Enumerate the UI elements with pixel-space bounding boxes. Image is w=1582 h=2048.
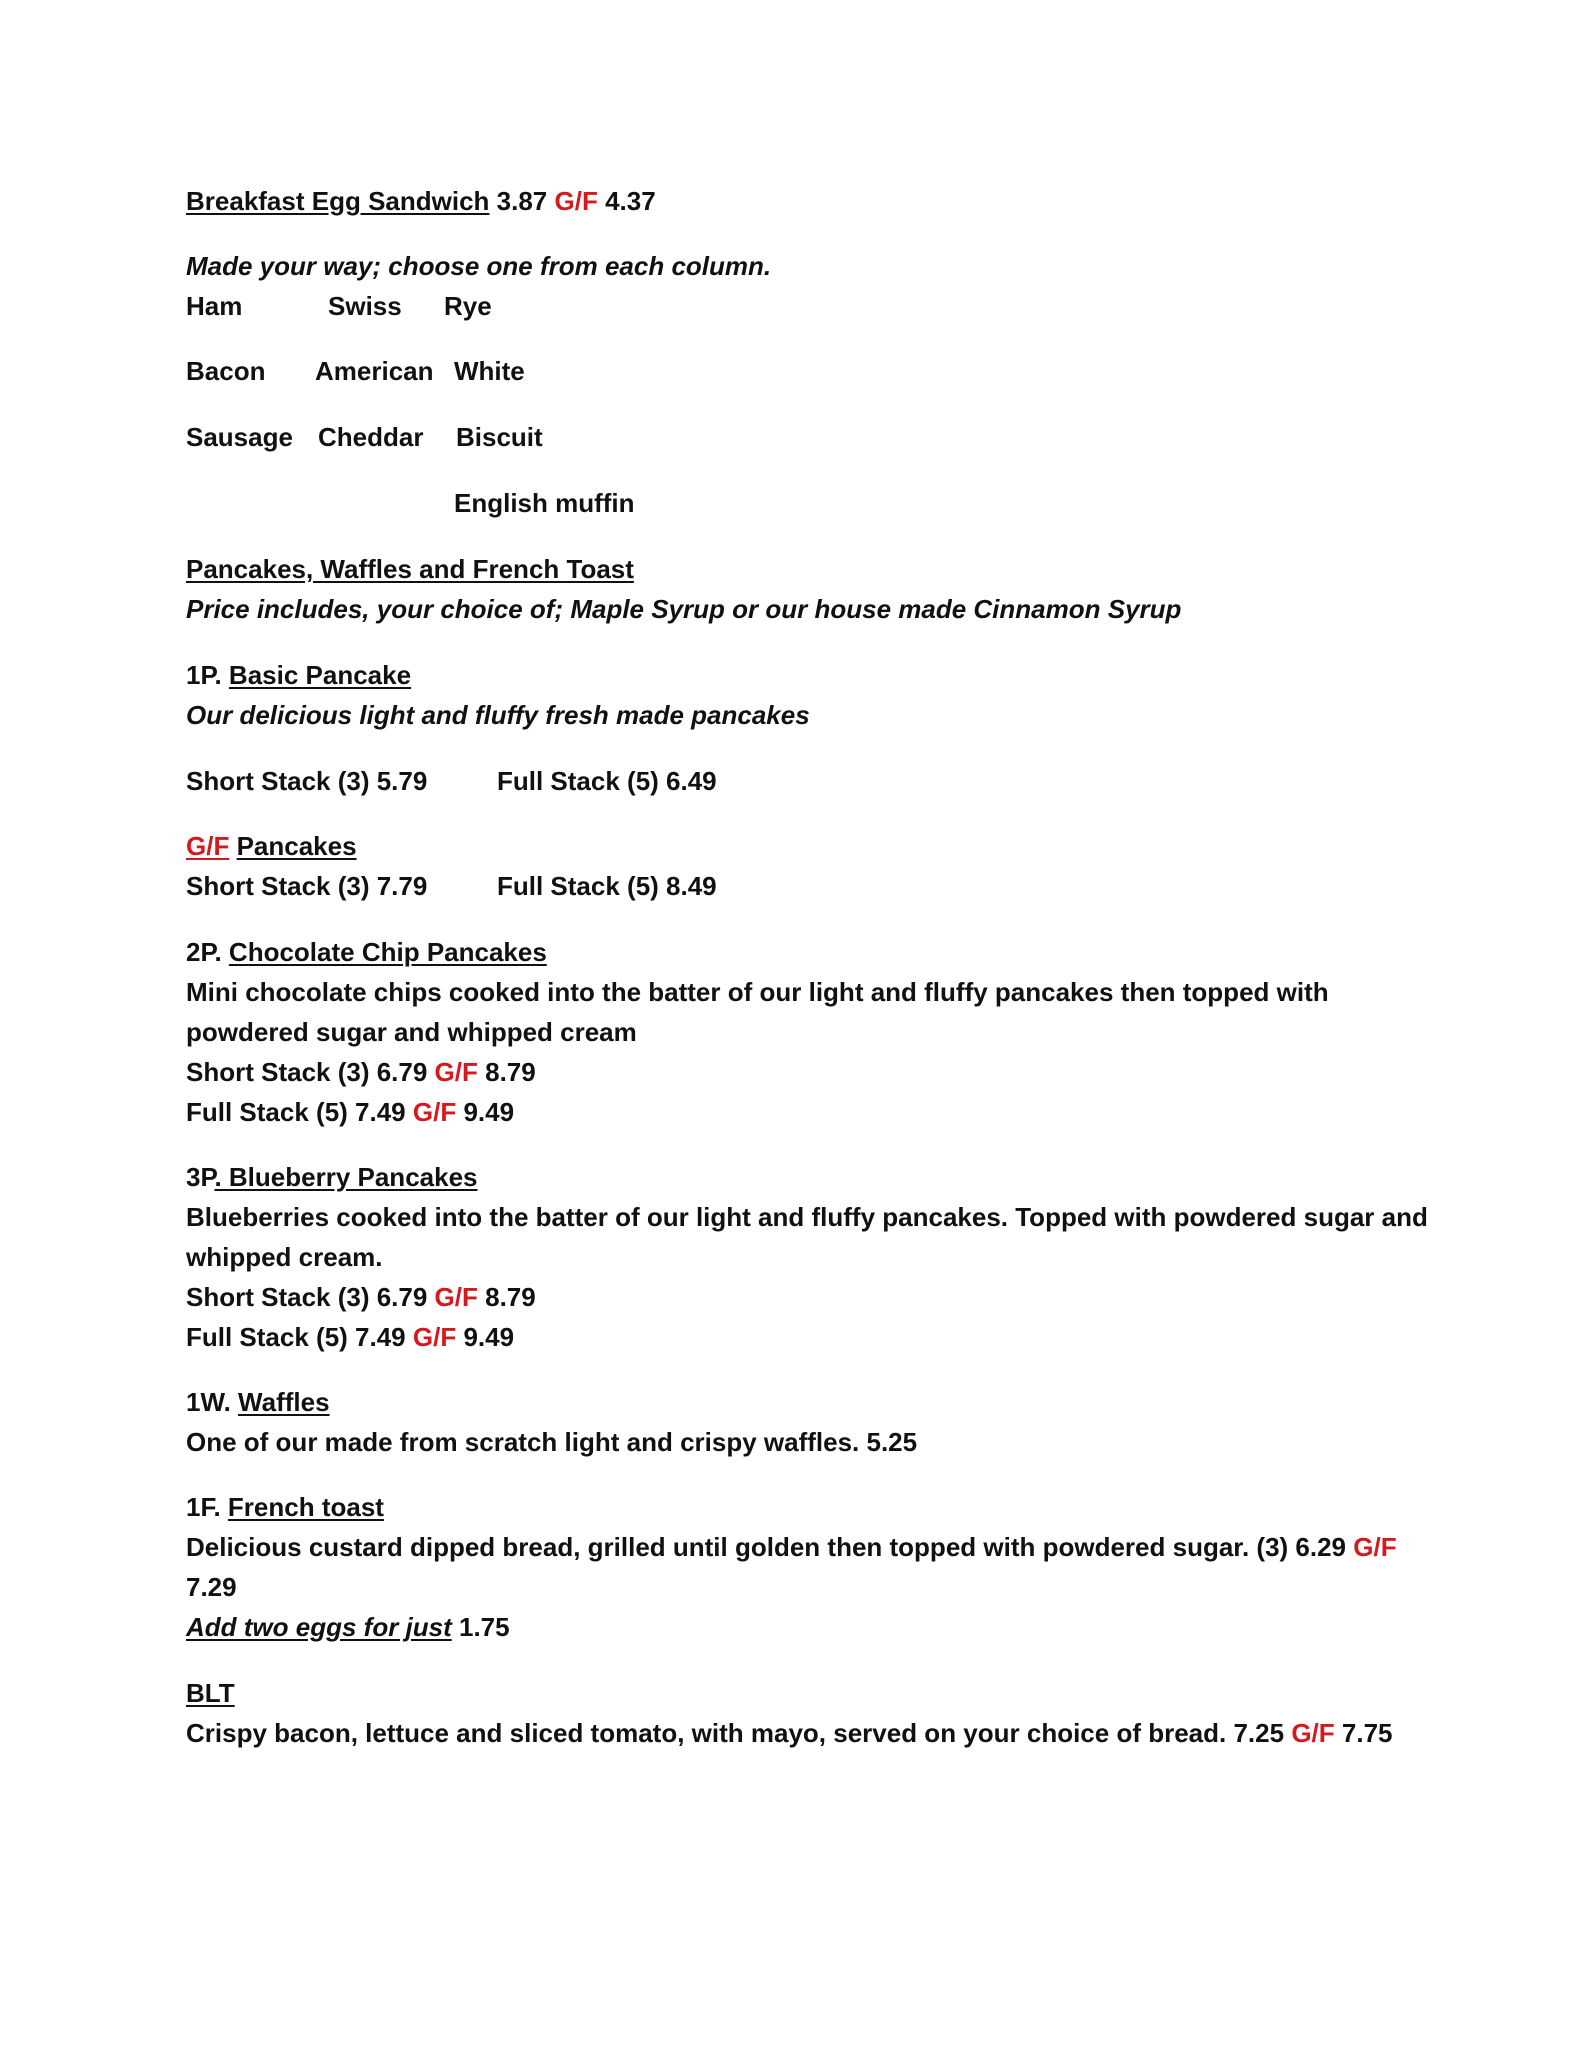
full-stack-price — [186, 1321, 514, 1353]
price-text: Short Stack (3) 6.79 — [186, 1282, 428, 1312]
egg-sandwich-gf-price: 4.37 — [605, 186, 656, 216]
cheese-option: Swiss — [328, 291, 402, 321]
full-stack-price: Full Stack (5) 6.49 — [497, 766, 717, 796]
french-toast-addon — [186, 1611, 510, 1643]
basic-pancake-desc: Our delicious light and fluffy fresh made pancakes — [186, 700, 810, 730]
section-title: Pancakes, Waffles and French Toast — [186, 554, 634, 584]
gf-price: 7.75 — [1341, 1718, 1393, 1748]
gf-label: G/F — [186, 831, 230, 861]
gf-price: 8.79 — [485, 1057, 536, 1087]
short-stack-price: Short Stack (3) 5.79 — [186, 766, 428, 796]
meat-option: Sausage — [186, 422, 293, 452]
gf-label: G/F — [412, 1097, 457, 1127]
waffles-heading — [186, 1386, 330, 1418]
item-name: Basic Pancake — [228, 660, 412, 690]
waffles-desc: One of our made from scratch light and crispy waffles. 5.25 — [186, 1427, 918, 1457]
blt-desc — [186, 1717, 1393, 1749]
bread-option: Biscuit — [456, 422, 543, 452]
price-text: Short Stack (3) 6.79 — [186, 1057, 428, 1087]
egg-sandwich-title: Breakfast Egg Sandwich — [186, 186, 490, 216]
short-stack-price — [186, 1281, 536, 1313]
bread-option: White — [454, 356, 525, 386]
desc-text: Crispy bacon, lettuce and sliced tomato, with mayo, served on your choice of bread. 7.25 — [186, 1718, 1285, 1748]
item-name: Pancakes — [236, 831, 357, 861]
gf-label: G/F — [434, 1282, 478, 1312]
item-name: Chocolate Chip Pancakes — [228, 937, 547, 967]
addon-price: 1.75 — [459, 1612, 510, 1642]
item-code: 1F. — [186, 1492, 221, 1522]
choc-chip-desc: Mini chocolate chips cooked into the batter of our light and fluffy pancakes then topped with — [186, 977, 1329, 1007]
gf-label: G/F — [434, 1057, 478, 1087]
short-stack-price: Short Stack (3) 7.79 — [186, 871, 428, 901]
item-name: Waffles — [238, 1387, 330, 1417]
gf-price: 9.49 — [463, 1097, 515, 1127]
choc-chip-heading — [186, 936, 547, 968]
full-stack-price: Full Stack (5) 8.49 — [497, 871, 717, 901]
blueberry-heading — [186, 1161, 478, 1193]
gf-pancakes-heading — [186, 830, 357, 862]
item-code: 1W. — [186, 1387, 231, 1417]
egg-sandwich-note: Made your way; choose one from each column. — [186, 251, 772, 281]
item-code: 2P. — [186, 937, 222, 967]
meat-option: Bacon — [186, 356, 266, 386]
item-name: . Blueberry Pancakes — [214, 1162, 478, 1192]
gf-label: G/F — [412, 1322, 457, 1352]
price-text: Full Stack (5) 7.49 — [186, 1322, 406, 1352]
full-stack-price — [186, 1096, 514, 1128]
blt-heading: BLT — [186, 1678, 235, 1708]
item-name: French toast — [227, 1492, 384, 1522]
cheese-option: American — [315, 356, 434, 386]
french-toast-heading — [186, 1491, 384, 1523]
cheese-option: Cheddar — [318, 422, 424, 452]
french-toast-gf-price: 7.29 — [186, 1572, 237, 1602]
blueberry-desc: whipped cream. — [186, 1242, 383, 1272]
bread-option: English muffin — [454, 488, 635, 518]
bread-option: Rye — [444, 291, 492, 321]
desc-text: Delicious custard dipped bread, grilled until golden then topped with powdered sugar. (3) 6.29 — [186, 1532, 1347, 1562]
basic-pancake-heading — [186, 659, 411, 691]
item-code: 1P. — [186, 660, 222, 690]
gf-label: G/F — [1291, 1718, 1335, 1748]
egg-sandwich-heading — [186, 185, 656, 217]
choc-chip-desc: powdered sugar and whipped cream — [186, 1017, 637, 1047]
gf-price: 8.79 — [485, 1282, 536, 1312]
gf-label: G/F — [554, 186, 598, 216]
item-code: 3P — [186, 1162, 215, 1192]
gf-price: 9.49 — [463, 1322, 515, 1352]
meat-option: Ham — [186, 291, 243, 321]
addon-text: Add two eggs for just — [186, 1612, 452, 1642]
blueberry-desc: Blueberries cooked into the batter of our light and fluffy pancakes. Topped with powdered sugar and — [186, 1202, 1428, 1232]
price-text: Full Stack (5) 7.49 — [186, 1097, 406, 1127]
short-stack-price — [186, 1056, 536, 1088]
egg-sandwich-price: 3.87 — [496, 186, 548, 216]
french-toast-desc — [186, 1531, 1397, 1563]
section-note: Price includes, your choice of; Maple Syrup or our house made Cinnamon Syrup — [186, 594, 1182, 624]
gf-label: G/F — [1353, 1532, 1397, 1562]
